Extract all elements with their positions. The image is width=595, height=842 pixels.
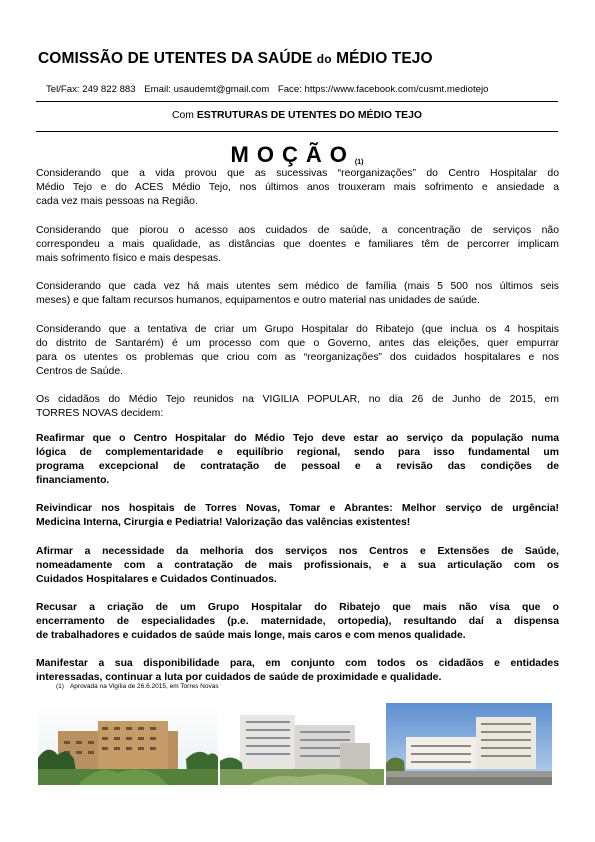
title-main: COMISSÃO DE UTENTES DA SAÚDE [38,50,317,67]
paragraph-line: do distrito de Santarém) é um processo com que o Governo, antes das eleições, quer empurrar [36,338,559,349]
paragraph-line: encerramento de especialidades (p.e. maternidade, ortopedia), resultando daí a dispensa [36,616,559,627]
paragraph-line: meses) e que faltam recursos humanos, equipamentos e outro material nas unidades de saúde. [36,295,480,306]
paragraph [36,657,559,685]
photo-strip [38,703,552,785]
paragraph [36,432,559,488]
paragraph-line: nomeadamente com a contratação de mais profissionais, e a sua articulação com os [36,560,559,571]
footnote-number: (1) [56,683,64,690]
paragraph-line: Considerando que a vida provou que as sucessivas “reorganizações” do Centro Hospitalar do [36,168,559,179]
paragraph [36,280,559,308]
paragraph-line: Reafirmar que o Centro Hospitalar do Médio Tejo deve estar ao serviço da população numa [36,433,559,444]
title-small: do [316,52,332,66]
footnote [56,683,219,690]
organization-title [38,50,558,68]
paragraph [36,167,559,209]
paragraph [36,502,559,530]
paragraph-line: Considerando que piorou o acesso aos cuidados de saúde, a concentração de serviços não [36,225,559,236]
paragraph [36,323,559,379]
paragraph-line: cada vez mais pessoas na Região. [36,196,198,207]
paragraph-line: para os utentes os problemas que criou com as “reorganizações” dos cuidados hospitalares e nos [36,352,559,363]
paragraph-line: interessadas, continuar a luta por cuidados de saúde de proximidade e qualidade. [36,672,442,683]
paragraph-line: financiamento. [36,475,110,486]
paragraph [36,601,559,643]
paragraph-line: Médio Tejo e do ACES Médio Tejo, nos últimos anos trouxeram mais sofrimento e ansiedade a [36,182,559,193]
paragraph-line: Manifestar a sua disponibilidade para, em conjunto com todos os cidadãos e entidades [36,658,559,669]
facebook-link[interactable]: Face: https://www.facebook.com/cusmt.mediotejo [277,84,489,95]
hospital-photo-3 [386,703,552,785]
paragraph-line: mais sofrimento físico e mais despesas. [36,253,222,264]
paragraph-line: Reivindicar nos hospitais de Torres Novas, Tomar e Abrantes: Melhor serviço de urgência! [36,503,559,514]
divider [36,101,558,102]
hospital-photo-2 [220,703,384,785]
hospital-photo-1 [38,703,218,785]
paragraph-line: correspondeu a mais qualidade, as distâncias que doentes e familiares têm de percorrer implicam [36,239,559,250]
paragraph-line: Recusar a criação de um Grupo Hospitalar do Ribatejo que mais não visa que o [36,602,559,613]
tel-fax: Tel/Fax: 249 822 883 [46,84,136,95]
paragraph-line: de trabalhadores e cuidados de saúde mais longe, mais caros e com menos qualidade. [36,630,466,641]
divider [36,131,558,132]
paragraph-line: Os cidadãos do Médio Tejo reunidos na VIGILIA POPULAR, no dia 26 de Junho de 2015, em [36,394,559,405]
paragraph-line: Afirmar a necessidade da melhoria dos serviços nos Centros e Extensões de Saúde, [36,546,559,557]
title-end: MÉDIO TEJO [331,50,433,67]
heading-footnote-ref: (1) [354,159,364,166]
struct-strong: ESTRUTURAS DE UTENTES DO MÉDIO TEJO [196,110,422,121]
paragraph-line: Centros de Saúde. [36,366,124,377]
paragraph [36,224,559,266]
struct-prefix: Com [172,110,197,121]
heading-text: MOÇÃO [230,142,355,167]
email-link[interactable]: Email: usaudemt@gmail.com [144,84,270,95]
contact-line [46,84,566,95]
paragraph-line: Considerando que a tentativa de criar um Grupo Hospitalar do Ribatejo (que inclua os 4 hospitais [36,324,559,335]
footnote-text: Aprovada na Vigília de 26.6.2015, em Torres Novas [69,683,219,690]
paragraph [36,545,559,587]
paragraph-line: Considerando que cada vez há mais utentes sem médico de família (mais 5 500 nos últimos seis [36,281,559,292]
paragraph [36,393,559,421]
paragraph-line: TORRES NOVAS decidem: [36,408,164,419]
structures-line [36,110,558,121]
paragraph-line: Cuidados Hospitalares e Cuidados Continuados. [36,574,277,585]
paragraph-line: lógica de complementaridade e equilíbrio regional, sendo para isso fundamental um [36,447,559,458]
paragraph-line: Medicina Interna, Cirurgia e Pediatria! Valorização das valências existentes! [36,517,411,528]
paragraph-line: programa excepcional de contratação de pessoal e a revisão das condições de [36,461,559,472]
